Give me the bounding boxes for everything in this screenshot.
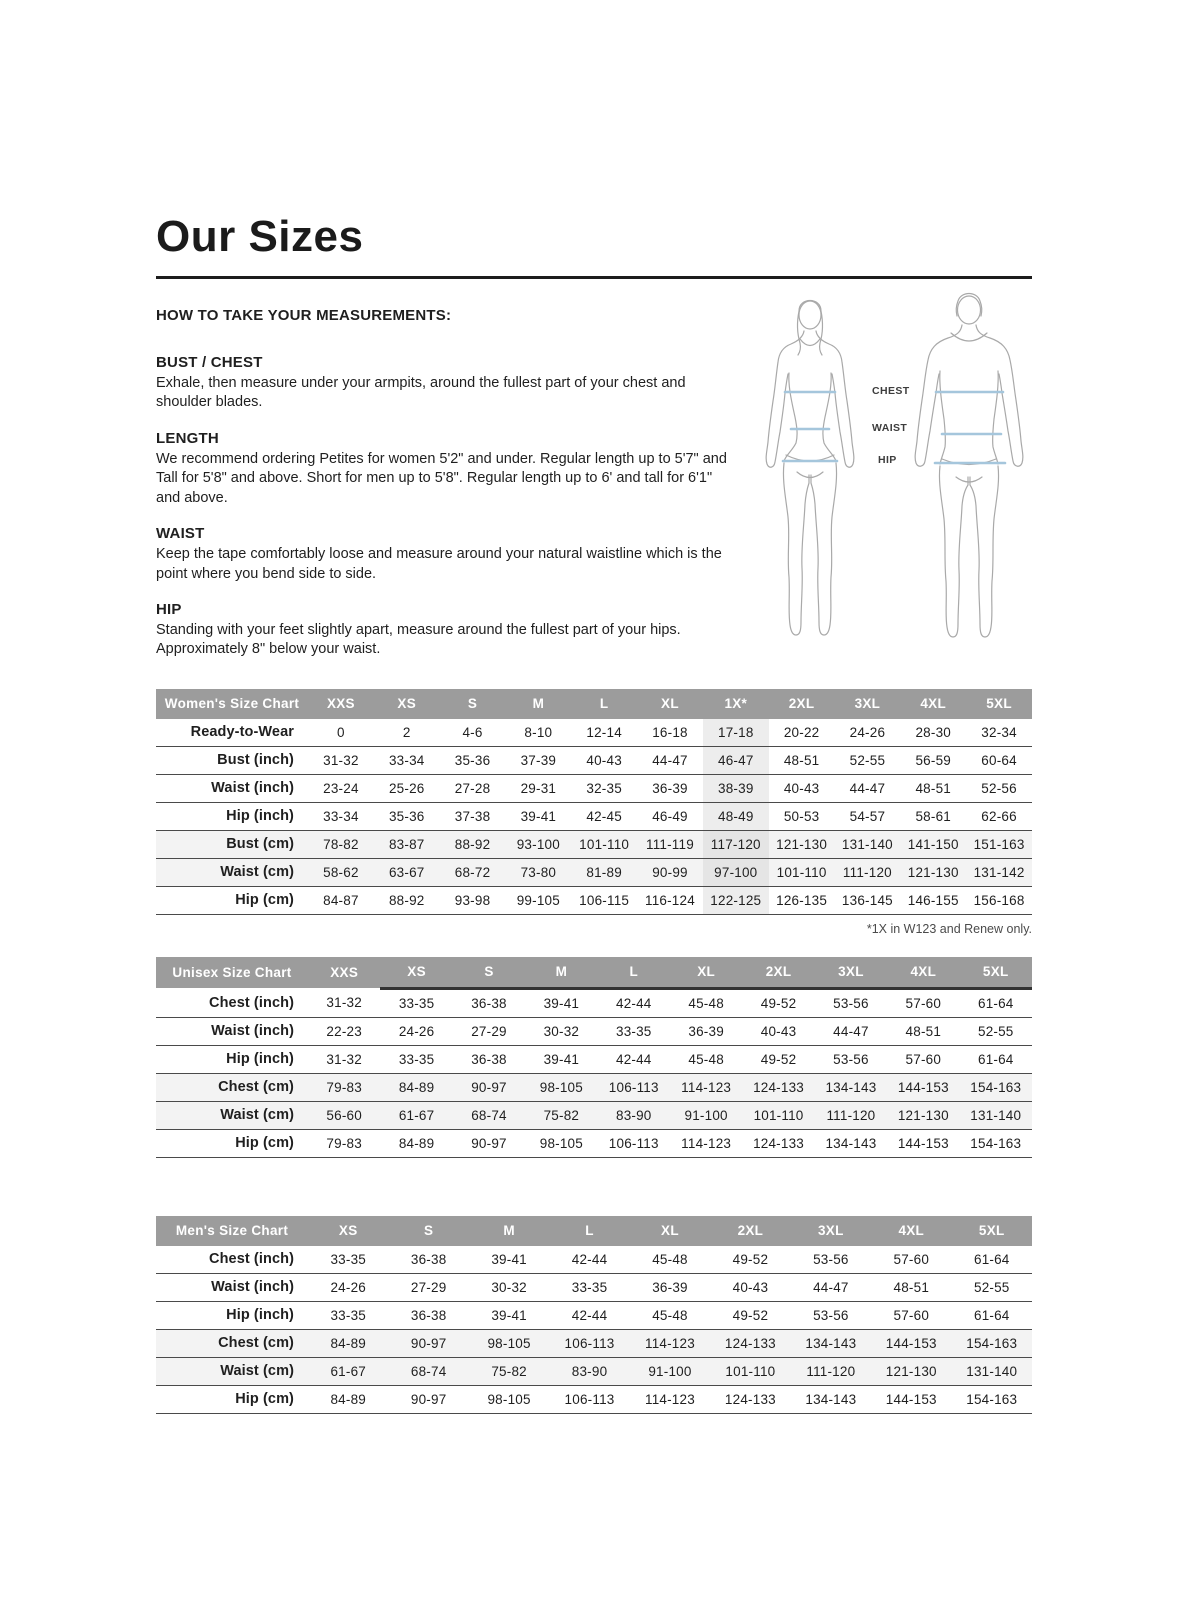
size-cell: 27-29 bbox=[471, 1023, 507, 1039]
column-header-l: L bbox=[598, 957, 670, 989]
size-cell: 90-97 bbox=[410, 1335, 447, 1351]
size-cell: 52-56 bbox=[981, 780, 1017, 796]
size-cell: 68-74 bbox=[410, 1363, 447, 1379]
size-cell: 31-32 bbox=[323, 752, 359, 768]
table-row bbox=[156, 1045, 1032, 1073]
mens-size-chart-table bbox=[156, 1216, 1032, 1414]
size-cell: 48-49 bbox=[703, 802, 769, 830]
size-cell: 45-48 bbox=[688, 995, 724, 1011]
size-cell: 90-97 bbox=[410, 1391, 447, 1407]
table-row bbox=[156, 1385, 1032, 1413]
size-cell: 42-44 bbox=[615, 995, 652, 1011]
size-cell: 91-100 bbox=[684, 1107, 728, 1123]
row-label: Hip (cm) bbox=[235, 1391, 294, 1408]
page-title: Our Sizes bbox=[156, 212, 364, 261]
size-cell: 48-51 bbox=[915, 780, 951, 796]
size-cell: 44-47 bbox=[849, 780, 886, 796]
size-cell: 134-143 bbox=[805, 1391, 857, 1407]
row-label: Waist (cm) bbox=[220, 864, 294, 881]
row-label: Waist (inch) bbox=[211, 1023, 294, 1040]
size-cell: 39-41 bbox=[520, 808, 557, 824]
size-cell: 154-163 bbox=[966, 1335, 1018, 1351]
size-cell: 46-47 bbox=[703, 746, 769, 774]
size-cell: 45-48 bbox=[652, 1251, 688, 1267]
table-row bbox=[156, 1301, 1032, 1329]
size-cell: 146-155 bbox=[907, 892, 959, 908]
size-cell: 31-32 bbox=[326, 995, 362, 1011]
column-header-2xl: 2XL bbox=[710, 1216, 790, 1246]
size-cell: 45-48 bbox=[652, 1307, 688, 1323]
table-title: Unisex Size Chart bbox=[156, 957, 308, 989]
row-label: Chest (cm) bbox=[218, 1079, 294, 1096]
table-row bbox=[156, 719, 1032, 747]
size-cell: 32-35 bbox=[586, 780, 622, 796]
size-cell: 154-163 bbox=[970, 1079, 1022, 1095]
column-header-1x: 1X* bbox=[703, 689, 769, 719]
size-cell: 134-143 bbox=[825, 1079, 877, 1095]
size-cell: 42-44 bbox=[615, 1051, 652, 1067]
size-cell: 61-64 bbox=[973, 1251, 1010, 1267]
size-cell: 57-60 bbox=[893, 1307, 930, 1323]
size-cell: 40-43 bbox=[783, 780, 820, 796]
size-cell: 24-26 bbox=[330, 1279, 366, 1295]
size-cell: 63-67 bbox=[388, 864, 425, 880]
size-cell: 106-113 bbox=[564, 1335, 615, 1351]
size-cell: 81-89 bbox=[586, 864, 622, 880]
row-label: Chest (cm) bbox=[218, 1335, 294, 1352]
table-row bbox=[156, 988, 1032, 1017]
size-cell: 78-82 bbox=[323, 836, 359, 852]
row-label: Hip (inch) bbox=[226, 808, 294, 825]
size-cell: 56-60 bbox=[326, 1107, 362, 1123]
row-label: Waist (cm) bbox=[220, 1363, 294, 1380]
size-cell: 24-26 bbox=[398, 1023, 435, 1039]
size-cell: 131-140 bbox=[966, 1363, 1018, 1379]
how-to-heading: HOW TO TAKE YOUR MEASUREMENTS: bbox=[156, 307, 452, 324]
size-cell: 57-60 bbox=[905, 995, 942, 1011]
size-cell: 84-87 bbox=[323, 892, 359, 908]
size-cell: 22-23 bbox=[326, 1023, 362, 1039]
size-cell: 58-62 bbox=[323, 864, 359, 880]
column-header-xl: XL bbox=[637, 689, 703, 719]
hip-measurement-label: HIP bbox=[878, 454, 897, 466]
size-cell: 53-56 bbox=[833, 995, 869, 1011]
size-cell: 68-74 bbox=[471, 1107, 507, 1123]
size-cell: 124-133 bbox=[753, 1079, 805, 1095]
table-title: Men's Size Chart bbox=[156, 1216, 308, 1246]
column-header-xxs: XXS bbox=[308, 957, 380, 989]
column-header-xs: XS bbox=[380, 957, 452, 989]
size-cell: 99-105 bbox=[516, 892, 560, 908]
measurement-figures bbox=[737, 289, 1032, 645]
size-cell: 8-10 bbox=[524, 724, 553, 740]
column-header-m: M bbox=[505, 689, 571, 719]
section-heading: WAIST bbox=[156, 525, 205, 543]
size-cell: 40-43 bbox=[586, 752, 622, 768]
column-header-4xl: 4XL bbox=[900, 689, 966, 719]
size-cell: 106-115 bbox=[579, 892, 630, 908]
size-cell: 114-123 bbox=[681, 1135, 732, 1151]
size-cell: 52-55 bbox=[849, 752, 886, 768]
size-cell: 36-38 bbox=[471, 1051, 507, 1067]
size-cell: 83-87 bbox=[388, 836, 425, 852]
size-cell: 49-52 bbox=[732, 1251, 769, 1267]
section-body: Exhale, then measure under your armpits, around the fullest part of your chest and shoulder blades. bbox=[156, 375, 686, 411]
size-cell: 121-130 bbox=[885, 1363, 937, 1379]
size-cell: 144-153 bbox=[897, 1079, 949, 1095]
size-cell: 121-130 bbox=[776, 836, 828, 852]
size-cell: 61-67 bbox=[398, 1107, 435, 1123]
size-cell: 93-98 bbox=[454, 892, 491, 908]
size-cell: 61-67 bbox=[330, 1363, 366, 1379]
size-cell: 151-163 bbox=[973, 836, 1025, 852]
size-cell: 30-32 bbox=[491, 1279, 527, 1295]
measurement-instructions bbox=[156, 307, 737, 677]
row-label: Waist (cm) bbox=[220, 1107, 294, 1124]
size-cell: 32-34 bbox=[981, 724, 1017, 740]
table-row bbox=[156, 858, 1032, 886]
size-cell: 37-38 bbox=[454, 808, 491, 824]
size-cell: 27-28 bbox=[454, 780, 491, 796]
size-cell: 35-36 bbox=[454, 752, 491, 768]
column-header-m: M bbox=[469, 1216, 549, 1246]
size-cell: 60-64 bbox=[981, 752, 1017, 768]
size-cell: 111-120 bbox=[826, 1107, 876, 1123]
size-cell: 12-14 bbox=[586, 724, 622, 740]
instruction-section-bust-chest bbox=[156, 354, 737, 413]
size-cell: 114-123 bbox=[644, 1391, 695, 1407]
size-chart-footnote: *1X in W123 and Renew only. bbox=[866, 921, 1032, 936]
section-heading: LENGTH bbox=[156, 429, 219, 447]
size-cell: 98-105 bbox=[487, 1335, 531, 1351]
size-cell: 90-99 bbox=[652, 864, 688, 880]
table-row bbox=[156, 1129, 1032, 1157]
column-header-s: S bbox=[440, 689, 506, 719]
size-cell: 49-52 bbox=[760, 1051, 797, 1067]
size-cell: 75-82 bbox=[491, 1363, 527, 1379]
size-cell: 144-153 bbox=[885, 1391, 937, 1407]
size-cell: 33-35 bbox=[398, 1051, 435, 1067]
size-cell: 35-36 bbox=[388, 808, 425, 824]
size-cell: 79-83 bbox=[326, 1079, 362, 1095]
size-cell: 61-64 bbox=[977, 995, 1014, 1011]
size-cell: 68-72 bbox=[454, 864, 491, 880]
size-cell: 84-89 bbox=[330, 1335, 366, 1351]
size-cell: 2 bbox=[402, 724, 411, 740]
size-cell: 131-140 bbox=[841, 836, 893, 852]
size-cell: 124-133 bbox=[724, 1391, 776, 1407]
size-cell: 62-66 bbox=[981, 808, 1017, 824]
column-header-3xl: 3XL bbox=[815, 957, 887, 989]
section-heading: HIP bbox=[156, 600, 182, 618]
column-header-m: M bbox=[525, 957, 597, 989]
size-cell: 29-31 bbox=[520, 780, 557, 796]
size-cell: 106-113 bbox=[608, 1079, 659, 1095]
row-label: Bust (cm) bbox=[226, 836, 294, 853]
column-header-4xl: 4XL bbox=[871, 1216, 951, 1246]
size-cell: 0 bbox=[337, 724, 345, 740]
size-cell: 144-153 bbox=[885, 1335, 937, 1351]
size-cell: 98-105 bbox=[539, 1079, 583, 1095]
size-cell: 98-105 bbox=[539, 1135, 583, 1151]
size-cell: 114-123 bbox=[681, 1079, 732, 1095]
size-cell: 124-133 bbox=[753, 1135, 805, 1151]
size-cell: 39-41 bbox=[491, 1307, 527, 1323]
size-cell: 17-18 bbox=[703, 719, 769, 747]
size-cell: 40-43 bbox=[760, 1023, 797, 1039]
size-cell: 106-113 bbox=[564, 1391, 615, 1407]
row-label: Chest (inch) bbox=[209, 1251, 294, 1268]
section-body: Keep the tape comfortably loose and measure around your natural waistline which is the point where you bend side to side. bbox=[156, 546, 722, 582]
size-cell: 111-119 bbox=[645, 836, 694, 852]
size-cell: 101-110 bbox=[725, 1363, 776, 1379]
size-cell: 144-153 bbox=[897, 1135, 949, 1151]
size-cell: 124-133 bbox=[724, 1335, 776, 1351]
table-row bbox=[156, 1017, 1032, 1045]
size-cell: 83-90 bbox=[571, 1363, 608, 1379]
waist-measurement-label: WAIST bbox=[872, 422, 908, 434]
size-cell: 88-92 bbox=[388, 892, 425, 908]
size-cell: 39-41 bbox=[543, 995, 580, 1011]
size-cell: 114-123 bbox=[644, 1335, 695, 1351]
size-cell: 53-56 bbox=[813, 1251, 849, 1267]
row-label: Bust (inch) bbox=[217, 752, 294, 769]
size-cell: 79-83 bbox=[326, 1135, 362, 1151]
size-cell: 33-35 bbox=[615, 1023, 652, 1039]
column-header-xl: XL bbox=[630, 1216, 710, 1246]
size-cell: 56-59 bbox=[915, 752, 951, 768]
size-cell: 134-143 bbox=[805, 1335, 857, 1351]
instruction-section-length bbox=[156, 430, 737, 508]
size-cell: 131-140 bbox=[970, 1107, 1022, 1123]
column-header-xs: XS bbox=[374, 689, 440, 719]
column-header-xl: XL bbox=[670, 957, 742, 989]
section-heading: BUST / CHEST bbox=[156, 354, 263, 371]
table-row bbox=[156, 886, 1032, 914]
size-cell: 57-60 bbox=[893, 1251, 930, 1267]
size-cell: 28-30 bbox=[915, 724, 951, 740]
row-label: Hip (cm) bbox=[235, 892, 294, 909]
size-cell: 33-35 bbox=[330, 1251, 366, 1267]
table-row bbox=[156, 830, 1032, 858]
womens-size-chart-table bbox=[156, 689, 1032, 915]
size-cell: 20-22 bbox=[783, 724, 820, 740]
chest-measurement-label: CHEST bbox=[872, 385, 910, 397]
size-cell: 122-125 bbox=[703, 886, 769, 914]
size-cell: 126-135 bbox=[776, 892, 828, 908]
size-cell: 16-18 bbox=[652, 724, 688, 740]
table-row bbox=[156, 1246, 1032, 1274]
size-cell: 33-35 bbox=[571, 1279, 608, 1295]
size-cell: 117-120 bbox=[703, 830, 769, 858]
size-cell: 106-113 bbox=[608, 1135, 659, 1151]
column-header-xs: XS bbox=[308, 1216, 388, 1246]
column-header-5xl: 5XL bbox=[966, 689, 1032, 719]
size-cell: 25-26 bbox=[388, 780, 425, 796]
size-cell: 154-163 bbox=[966, 1391, 1018, 1407]
size-cell: 33-35 bbox=[330, 1307, 366, 1323]
size-cell: 36-38 bbox=[410, 1251, 447, 1267]
size-cell: 38-39 bbox=[703, 774, 769, 802]
size-cell: 61-64 bbox=[977, 1051, 1014, 1067]
size-cell: 53-56 bbox=[833, 1051, 869, 1067]
size-cell: 136-145 bbox=[841, 892, 893, 908]
size-cell: 91-100 bbox=[648, 1363, 692, 1379]
size-cell: 84-89 bbox=[398, 1079, 435, 1095]
table-title: Women's Size Chart bbox=[156, 689, 308, 719]
size-cell: 33-34 bbox=[388, 752, 425, 768]
table-row bbox=[156, 1073, 1032, 1101]
size-cell: 101-110 bbox=[579, 836, 630, 852]
size-cell: 48-51 bbox=[893, 1279, 930, 1295]
size-cell: 45-48 bbox=[688, 1051, 724, 1067]
intro-section bbox=[156, 307, 1032, 677]
size-cell: 33-34 bbox=[323, 808, 359, 824]
size-cell: 116-124 bbox=[644, 892, 695, 908]
size-cell: 46-49 bbox=[652, 808, 688, 824]
size-cell: 44-47 bbox=[652, 752, 688, 768]
size-cell: 97-100 bbox=[703, 858, 769, 886]
table-row bbox=[156, 1101, 1032, 1129]
row-label: Hip (inch) bbox=[226, 1307, 294, 1324]
column-header-3xl: 3XL bbox=[835, 689, 901, 719]
row-label: Waist (inch) bbox=[211, 780, 294, 797]
column-header-4xl: 4XL bbox=[887, 957, 959, 989]
column-header-l: L bbox=[571, 689, 637, 719]
size-cell: 121-130 bbox=[907, 864, 959, 880]
size-cell: 58-61 bbox=[915, 808, 951, 824]
instruction-section-hip bbox=[156, 601, 737, 660]
size-cell: 93-100 bbox=[516, 836, 560, 852]
section-body: We recommend ordering Petites for women 5'2" and under. Regular length up to 5'7" and Tall for 5'8" and above. Short for men up to 5'8". Regular length up to 6' and tall for 6'1" and above. bbox=[156, 450, 727, 506]
row-label: Waist (inch) bbox=[211, 1279, 294, 1296]
row-label: Ready-to-Wear bbox=[190, 724, 294, 741]
table-row bbox=[156, 1273, 1032, 1301]
column-header-2xl: 2XL bbox=[742, 957, 814, 989]
size-cell: 57-60 bbox=[905, 1051, 942, 1067]
title-divider bbox=[156, 276, 1032, 279]
header-row bbox=[156, 957, 1032, 989]
size-cell: 49-52 bbox=[732, 1307, 769, 1323]
size-cell: 54-57 bbox=[849, 808, 886, 824]
size-cell: 4-6 bbox=[462, 724, 483, 740]
instruction-section-waist bbox=[156, 525, 737, 584]
size-cell: 37-39 bbox=[520, 752, 557, 768]
size-cell: 30-32 bbox=[543, 1023, 580, 1039]
size-cell: 154-163 bbox=[970, 1135, 1022, 1151]
header-row bbox=[156, 689, 1032, 719]
size-cell: 84-89 bbox=[330, 1391, 366, 1407]
size-cell: 131-142 bbox=[973, 864, 1025, 880]
body-silhouettes-illustration bbox=[737, 289, 1032, 645]
size-cell: 121-130 bbox=[897, 1107, 949, 1123]
size-cell: 84-89 bbox=[398, 1135, 435, 1151]
column-header-5xl: 5XL bbox=[952, 1216, 1033, 1246]
size-cell: 52-55 bbox=[973, 1279, 1010, 1295]
size-cell: 42-44 bbox=[571, 1251, 608, 1267]
size-cell: 101-110 bbox=[776, 864, 827, 880]
size-cell: 31-32 bbox=[326, 1051, 362, 1067]
size-cell: 101-110 bbox=[753, 1107, 804, 1123]
size-cell: 48-51 bbox=[783, 752, 820, 768]
size-cell: 44-47 bbox=[833, 1023, 869, 1039]
size-cell: 48-51 bbox=[905, 1023, 942, 1039]
size-charts bbox=[156, 689, 1032, 1414]
table-row bbox=[156, 1329, 1032, 1357]
size-cell: 73-80 bbox=[520, 864, 557, 880]
size-cell: 40-43 bbox=[732, 1279, 769, 1295]
size-cell: 141-150 bbox=[907, 836, 959, 852]
row-label: Chest (inch) bbox=[209, 994, 294, 1011]
size-cell: 49-52 bbox=[760, 995, 797, 1011]
size-cell: 52-55 bbox=[977, 1023, 1014, 1039]
size-cell: 75-82 bbox=[543, 1107, 580, 1123]
size-cell: 36-39 bbox=[688, 1023, 724, 1039]
table-row bbox=[156, 1357, 1032, 1385]
size-cell: 156-168 bbox=[973, 892, 1025, 908]
section-body: Standing with your feet slightly apart, measure around the fullest part of your hips. Approximately 8" below your waist. bbox=[156, 621, 681, 658]
size-cell: 44-47 bbox=[813, 1279, 849, 1295]
size-cell: 111-120 bbox=[806, 1363, 856, 1379]
size-cell: 53-56 bbox=[813, 1307, 849, 1323]
column-header-5xl: 5XL bbox=[960, 957, 1032, 989]
size-cell: 23-24 bbox=[323, 780, 359, 796]
size-cell: 134-143 bbox=[825, 1135, 877, 1151]
size-cell: 36-38 bbox=[410, 1307, 447, 1323]
header-row bbox=[156, 1216, 1032, 1246]
column-header-2xl: 2XL bbox=[769, 689, 835, 719]
column-header-s: S bbox=[453, 957, 525, 989]
size-cell: 36-39 bbox=[652, 1279, 688, 1295]
size-cell: 39-41 bbox=[491, 1251, 527, 1267]
column-header-xxs: XXS bbox=[308, 689, 374, 719]
size-cell: 36-38 bbox=[471, 995, 507, 1011]
unisex-size-chart-table bbox=[156, 957, 1032, 1158]
size-cell: 36-39 bbox=[652, 780, 688, 796]
size-cell: 33-35 bbox=[398, 995, 435, 1011]
size-cell: 24-26 bbox=[849, 724, 886, 740]
size-cell: 42-44 bbox=[571, 1307, 608, 1323]
size-cell: 83-90 bbox=[615, 1107, 652, 1123]
size-cell: 98-105 bbox=[487, 1391, 531, 1407]
size-cell: 27-29 bbox=[410, 1279, 447, 1295]
size-cell: 61-64 bbox=[973, 1307, 1010, 1323]
size-cell: 111-120 bbox=[842, 864, 892, 880]
table-row bbox=[156, 774, 1032, 802]
row-label: Hip (cm) bbox=[235, 1135, 294, 1152]
column-header-l: L bbox=[549, 1216, 629, 1246]
table-row bbox=[156, 746, 1032, 774]
table-row bbox=[156, 802, 1032, 830]
column-header-3xl: 3XL bbox=[791, 1216, 871, 1246]
size-cell: 90-97 bbox=[471, 1135, 507, 1151]
size-cell: 39-41 bbox=[543, 1051, 580, 1067]
size-cell: 50-53 bbox=[783, 808, 820, 824]
size-cell: 42-45 bbox=[586, 808, 622, 824]
row-label: Hip (inch) bbox=[226, 1051, 294, 1068]
size-cell: 90-97 bbox=[471, 1079, 507, 1095]
size-cell: 88-92 bbox=[454, 836, 491, 852]
column-header-s: S bbox=[388, 1216, 468, 1246]
